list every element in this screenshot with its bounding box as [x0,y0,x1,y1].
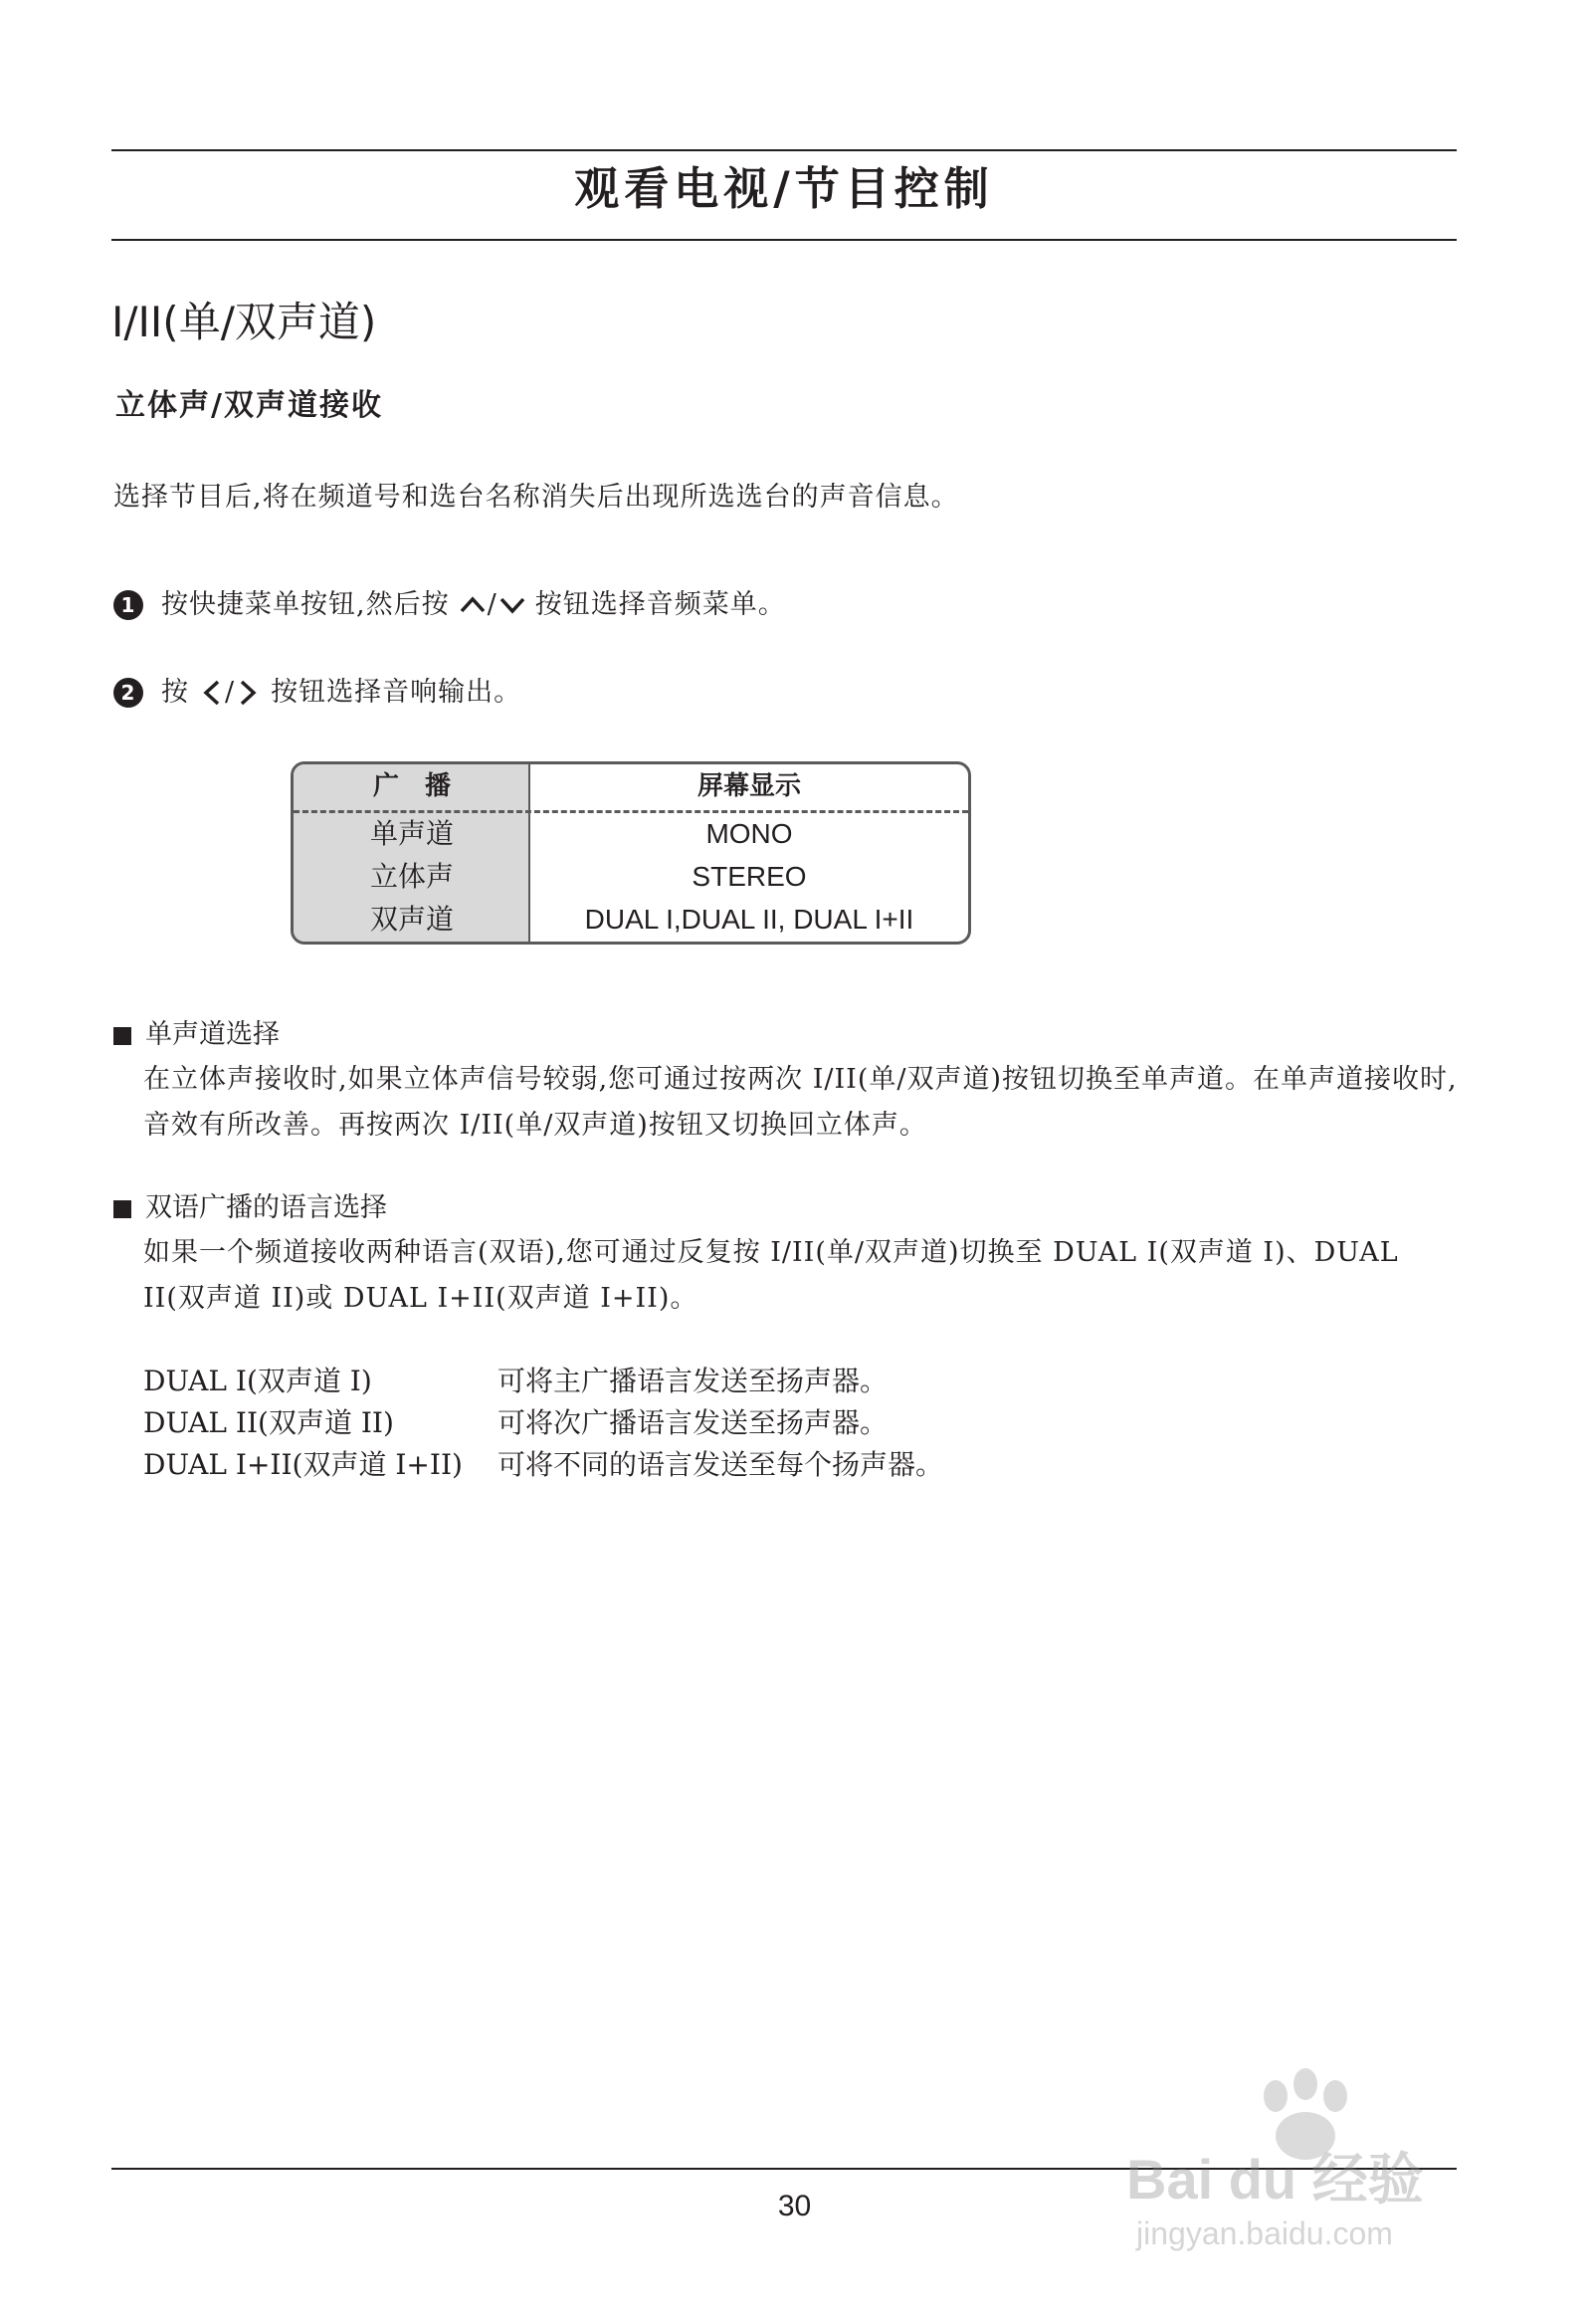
table-cell-broadcast: 立体声 [369,860,454,893]
mono-section-title-row [113,1013,280,1057]
table-cell-display: MONO [705,818,793,849]
watermark-brand: Bai du 经验 [1126,2148,1424,2211]
title-underline [111,239,1457,241]
page-number: 30 [777,2190,812,2222]
dual-option-key: DUAL II(双声道 II) [143,1406,394,1439]
dual-option-row [143,1360,888,1403]
chevron-down-icon [497,593,527,617]
bilingual-section-text: 如果一个频道接收两种语言(双语),您可通过反复按 I/II(单/双声道)切换至 DUAL I(双声道 I)、DUAL II(双声道 II)或 DUAL I+II(双声道 I+II)。 [143,1237,1399,1314]
step-text-before: 按 [161,677,189,708]
chevron-right-icon [235,678,261,708]
audio-output-table [291,761,971,945]
step-number: 2 [113,678,143,708]
square-bullet-icon [113,1027,131,1045]
page-title: 观看电视/节目控制 [574,162,994,215]
table-cell-display: DUAL I,DUAL II, DUAL I+II [584,904,914,935]
dual-option-desc: 可将不同的语言发送至每个扬声器。 [497,1448,944,1481]
section-heading: I/II(单/双声道) [111,298,377,346]
step-2 [113,671,521,715]
step-number: 1 [113,590,143,620]
step-separator: / [225,677,236,708]
dual-option-row [143,1401,888,1445]
step-text-after: 按钮选择音频菜单。 [534,589,786,620]
square-bullet-icon [113,1200,131,1218]
table-cell-display: STEREO [692,861,807,892]
watermark-url: jingyan.baidu.com [1136,2216,1393,2251]
step-text-before: 按快捷菜单按钮,然后按 [161,589,450,620]
table-cell-broadcast: 双声道 [369,903,454,936]
mono-section-title: 单声道选择 [145,1019,280,1050]
step-separator: / [487,589,497,620]
baidu-watermark [1116,2066,1514,2265]
sub-heading: 立体声/双声道接收 [115,388,383,423]
dual-option-key: DUAL I(双声道 I) [143,1365,372,1397]
bilingual-section-title-row [113,1186,387,1230]
bilingual-section-title: 双语广播的语言选择 [145,1192,387,1223]
chevron-left-icon [199,678,225,708]
mono-section-text: 在立体声接收时,如果立体声信号较弱,您可通过按两次 I/II(单/双声道)按钮切换至单声道。在单声道接收时,音效有所改善。再按两次 I/II(单/双声道)按钮又切换回立体声。 [143,1064,1458,1141]
step-text-after: 按钮选择音响输出。 [271,677,522,708]
chevron-up-icon [458,593,488,617]
table-cell-broadcast: 单声道 [369,817,454,850]
table-header-broadcast: 广 播 [372,771,451,801]
step-1 [113,583,786,627]
dual-option-desc: 可将主广播语言发送至扬声器。 [497,1365,889,1397]
dual-option-desc: 可将次广播语言发送至扬声器。 [497,1406,889,1439]
dual-option-key: DUAL I+II(双声道 I+II) [143,1448,463,1481]
table-header-display: 屏幕显示 [696,771,801,801]
dual-option-row [143,1443,943,1487]
top-rule [111,149,1457,151]
intro-text: 选择节目后,将在频道号和选台名称消失后出现所选选台的声音信息。 [113,482,959,513]
